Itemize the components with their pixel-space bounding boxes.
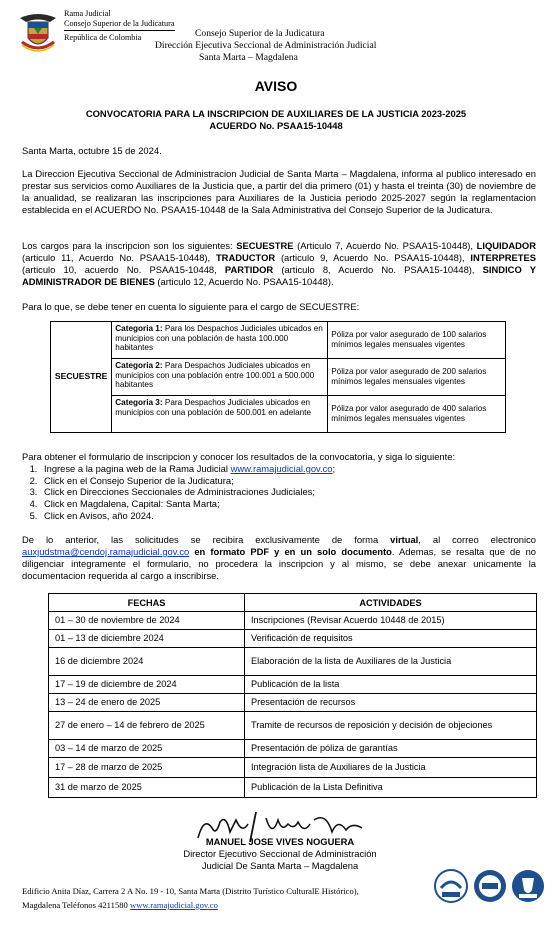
- table-row: [51, 396, 506, 433]
- closing-text: De lo anterior, las solicitudes se recibira exclusivamente de forma: [22, 534, 391, 545]
- fecha-cell: 27 de enero – 14 de febrero de 2025: [49, 712, 245, 740]
- intro-paragraph: La Direccion Ejecutiva Seccional de Administracion Judicial de Santa Marta – Magdalena, informa al publico interesado en prestar sus servicios como Auxiliares de la Justicia que, a partir del dia primero (01) y hasta el treinta (30) de noviembre de la anualidad, se realizaran las inscripciones para Auxiliares de la Justicia periodo 2025-2027 según la reglamentacion establecida en el ACUERDO No. PSAA15-10448 de la Sala Administrativa del Consejo Superior de la Judicatura.: [22, 168, 536, 215]
- footer-line: [22, 898, 442, 912]
- category-name: Categoria 2:: [115, 361, 163, 370]
- signatory-name: MANUEL JOSE VIVES NOGUERA: [205, 836, 355, 847]
- poliza-cell: Póliza por valor asegurado de 400 salarios mínimos legales mensuales vigentes: [328, 396, 506, 433]
- cargo-ref: (Articulo 7, Acuerdo No. PSAA15-10448),: [293, 240, 477, 251]
- colombia-coat-of-arms-icon: [14, 8, 62, 56]
- fecha-cell: 17 – 19 de diciembre de 2024: [49, 676, 245, 694]
- category-cell: [112, 359, 328, 396]
- brand-line: República de Colombia: [64, 33, 142, 42]
- table-row: [51, 359, 506, 396]
- actividad-cell: Integración lista de Auxiliares de la Justicia: [245, 758, 537, 778]
- cargo-name: INTERPRETES: [470, 252, 536, 263]
- certification-seal-icon: [433, 868, 469, 904]
- list-item: 4. Click en Magdalena, Capital: Santa Marta;: [40, 498, 532, 510]
- brand-line: Consejo Superior de la Judicatura: [64, 19, 175, 31]
- virtual-emphasis: virtual: [390, 534, 419, 545]
- poliza-cell: Póliza por valor asegurado de 100 salarios mínimos legales mensuales vigentes: [328, 322, 506, 359]
- actividad-cell: Publicación de la Lista Definitiva: [245, 778, 537, 798]
- list-item: 3. Click en Direcciones Seccionales de Administraciones Judiciales;: [40, 486, 532, 498]
- cargo-ref: (articulo 10, acuerdo No. PSAA15-10448,: [22, 264, 225, 275]
- fecha-cell: 03 – 14 de marzo de 2025: [49, 740, 245, 758]
- actividad-cell: Elaboración de la lista de Auxiliares de la Justicia: [245, 648, 537, 676]
- actividad-cell: Tramite de recursos de reposición y decisión de objeciones: [245, 712, 537, 740]
- fecha-cell: 01 – 13 de diciembre 2024: [49, 630, 245, 648]
- closing-text: , al correo electronico: [418, 534, 536, 545]
- ramajudicial-link[interactable]: www.ramajudicial.gov.co: [230, 463, 333, 474]
- cargos-paragraph: [22, 240, 536, 288]
- council-line: Santa Marta – Magdalena: [199, 52, 298, 63]
- actividad-cell: Verificación de requisitos: [245, 630, 537, 648]
- table-row: [49, 648, 537, 676]
- list-item: 2. Click en el Consejo Superior de la Judicatura;: [40, 475, 532, 487]
- closing-text: . Ademas, se resalta que de no diligenciar integramente el formulario, no procedera la inscripcion y al mismo, se debe anexar unicamente la documentacion requerida al cargo a inscribirse.: [22, 546, 536, 581]
- cargo-ref: (articulo 12, Acuerdo No. PSAA15-10448).: [154, 276, 334, 287]
- step-text: Ingrese a la pagina web de la Rama Judicial: [44, 463, 231, 474]
- table-row: [49, 778, 537, 798]
- steps-list: [18, 463, 532, 522]
- cargo-ref: (articulo 9, Acuerdo No. PSAA15-10448),: [275, 252, 471, 263]
- fecha-cell: 01 – 30 de noviembre de 2024: [49, 612, 245, 630]
- fecha-cell: 31 de marzo de 2025: [49, 778, 245, 798]
- cargo-name: PARTIDOR: [224, 264, 274, 275]
- secuestre-intro: Para lo que, se debe tener en cuenta lo siguiente para el cargo de SECUESTRE:: [22, 301, 360, 312]
- step-after: ;: [332, 463, 336, 474]
- header-fechas: FECHAS: [49, 594, 245, 612]
- page-title: AVISO: [254, 78, 298, 94]
- council-heading: [155, 28, 515, 64]
- cargos-lead: Los cargos para la inscripcion son los siguientes:: [22, 240, 237, 251]
- subtitle: [0, 108, 552, 132]
- cargo-name: TRADUCTOR: [215, 252, 276, 263]
- actividad-cell: Publicación de la lista: [245, 676, 537, 694]
- cargo-name: SECUESTRE: [236, 240, 294, 251]
- signatory-office: Judicial De Santa Marta – Magdalena: [201, 860, 359, 871]
- closing-paragraph: [22, 534, 536, 582]
- table-row: [49, 712, 537, 740]
- list-item: [40, 463, 532, 475]
- certification-seal-icon: [472, 868, 508, 904]
- signatory-block: [130, 836, 430, 872]
- council-line: Consejo Superior de la Judicatura: [195, 28, 325, 39]
- brand-line: Rama Judicial: [64, 9, 111, 18]
- actividad-cell: Inscripciones (Revisar Acuerdo 10448 de 2015): [245, 612, 537, 630]
- cargo-name: SINDICO Y ADMINISTRADOR DE BIENES: [22, 264, 536, 287]
- category-name: Categoria 3:: [115, 398, 163, 407]
- category-desc: Para los Despachos Judiciales ubicados en municipios con una población de hasta 100.000 habitantes: [115, 324, 323, 353]
- subtitle-line: ACUERDO No. PSAA15-10448: [209, 120, 343, 131]
- table-row: [49, 758, 537, 778]
- council-line: Dirección Ejecutiva Seccional de Administración Judicial: [155, 40, 377, 51]
- category-desc: Para Despachos Judiciales ubicados en municipios con una población entre 100.001 a 500.000 habitantes: [115, 361, 315, 390]
- fecha-cell: 16 de diciembre 2024: [49, 648, 245, 676]
- actividad-cell: Presentación de póliza de garantías: [245, 740, 537, 758]
- header-actividades: ACTIVIDADES: [245, 594, 537, 612]
- cargo-ref: (articulo 8, Acuerdo No. PSAA15-10448),: [273, 264, 483, 275]
- formulario-intro: Para obtener el formulario de inscripcion y conocer los resultados de la convocatoria, y siga lo siguiente:: [22, 451, 456, 462]
- category-name: Categoria 1:: [115, 324, 163, 333]
- secuestre-table: [50, 321, 506, 433]
- table-row: [49, 612, 537, 630]
- secuestre-label: SECUESTRE: [51, 322, 112, 433]
- footer-line: Edificio Anita Díaz, Carrera 2 A No. 19 - 10, Santa Marta (Distrito Turístico CulturalE Histórico),: [22, 886, 359, 896]
- category-cell: [112, 322, 328, 359]
- signatory-role: Director Ejecutivo Seccional de Administración: [183, 848, 377, 859]
- certification-seal-icon: [510, 868, 546, 904]
- cargo-ref: (articulo 11, Acuerdo No. PSAA15-10448),: [22, 252, 216, 263]
- poliza-cell: Póliza por valor asegurado de 200 salarios mínimos legales mensuales vigentes: [328, 359, 506, 396]
- table-row: [49, 740, 537, 758]
- table-row: [49, 630, 537, 648]
- footer-web-link[interactable]: www.ramajudicial.gov.co: [130, 900, 218, 910]
- actividad-cell: Presentación de recursos: [245, 694, 537, 712]
- table-row: [49, 694, 537, 712]
- subtitle-line: CONVOCATORIA PARA LA INSCRIPCION DE AUXILIARES DE LA JUSTICIA 2023-2025: [85, 108, 467, 119]
- date-line: Santa Marta, octubre 15 de 2024.: [22, 145, 162, 156]
- footer-address: [22, 884, 442, 912]
- cargo-name: LIQUIDADOR: [476, 240, 536, 251]
- email-link[interactable]: auxjudstma@cendoj.ramajudicial.gov.co: [22, 546, 190, 557]
- schedule-table: [48, 593, 537, 798]
- table-row: [49, 676, 537, 694]
- fecha-cell: 13 – 24 de enero de 2025: [49, 694, 245, 712]
- category-cell: [112, 396, 328, 433]
- list-item: 5. Click en Avisos, año 2024.: [40, 510, 532, 522]
- footer-phone: Magdalena Teléfonos 4211580: [22, 900, 130, 910]
- category-desc: Para Despachos Judiciales ubicados en municipios con una población de 500.001 en adelante: [115, 398, 312, 417]
- pdf-emphasis: en formato PDF y en un solo documento: [189, 546, 392, 557]
- table-row: [51, 322, 506, 359]
- fecha-cell: 17 – 28 de marzo de 2025: [49, 758, 245, 778]
- table-header-row: [49, 594, 537, 612]
